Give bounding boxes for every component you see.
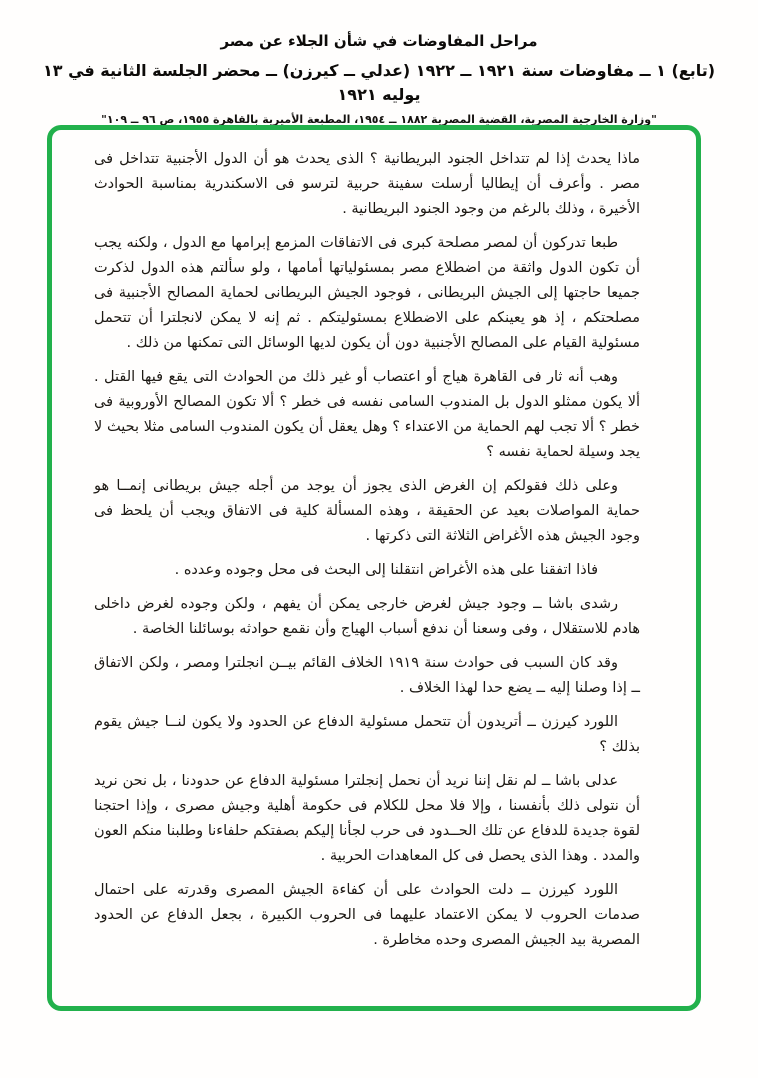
paragraph: طبعا تدركون أن لمصر مصلحة كبرى فى الاتفاقات المزمع إبرامها مع الدول ، ولكنه يجب أن تكون الدول واثقة من اضطلاع مصر بمسئولياتها أمامها ، ولو سألتم هذه الدول لذكرت جميعا حاجتها إلى الجيش البريطانى ، فوجود الجيش البريطانى لحماية المصالح الأجنبية فى مصلحتكم ، إذ هو يعينكم على الاضطلاع بمسئوليتكم . ثم إنه لا يمكن لانجلترا أن تتحمل مسئولية القيام على المصالح الأجنبية دون أن يكون لديها الوسائل التى تمكنها من ذلك . <box>94 235 640 351</box>
paragraph: وقد كان السبب فى حوادث سنة ١٩١٩ الخلاف القائم بيــن انجلترا ومصر ، ولكن الاتفاق ــ إذا وصلنا إليه ــ يضع حدا لهذا الخلاف . <box>94 655 640 696</box>
document-body <box>94 147 640 953</box>
source-citation: "وزارة الخارجية المصرية، القضية المصرية ١٨٨٢ ــ ١٩٥٤، المطبعة الأميرية بالقاهرة ١٩٥٥، ص ٩٦ ــ ١٠٩" <box>101 112 657 126</box>
document-header <box>24 30 734 126</box>
paragraph: وعلى ذلك فقولكم إن الغرض الذى يجوز أن يوجد من أجله جيش بريطانى إنمــا هو حماية المواصلات بعيد عن الحقيقة ، وهذه المسألة كلية فى الاتفاق ويجب أن يلحظ فى وجود الجيش هذه الأغراض الثلاثة التى ذكرتها . <box>94 478 640 544</box>
highlight-border-box <box>47 125 701 1011</box>
paragraph-lord-curzon: اللورد كيرزن ــ دلت الحوادث على أن كفاءة الجيش المصرى وقدرته على احتمال صدمات الحروب لا يمكن الاعتماد عليهما فى الحروب الكبيرة ، بجعل الدفاع عن الحدود المصرية بيد الجيش المصرى وحده مخاطرة . <box>94 882 640 948</box>
paragraph-lord-curzon: اللورد كيرزن ــ أتريدون أن تتحمل مسئولية الدفاع عن الحدود ولا يكون لنــا جيش يقوم بذلك ؟ <box>94 714 640 755</box>
paragraph-rushdi-pasha: رشدى باشا ــ وجود جيش لغرض خارجى يمكن أن يفهم ، ولكن وجوده لغرض داخلى هادم للاستقلال ، وفى وسعنا أن ندفع أسباب الهياج وأن نقمع حوادثه بوسائلنا الخاصة . <box>94 596 640 637</box>
paragraph: وهب أنه ثار فى القاهرة هياج أو اعتصاب أو غير ذلك من الحوادث التى يقع فيها القتل . ألا يكون ممثلو الدول بل المندوب السامى نفسه فى خطر ؟ ألا تكون المصالح الأوروبية فى خطر ؟ ألا تجب لهم الحماية من الاعتداء ؟ وهل يعقل أن يكون المندوب السامى مثلا بحيث لا يجد وسيلة لحماية نفسه ؟ <box>94 369 640 460</box>
paragraph: ماذا يحدث إذا لم تتداخل الجنود البريطانية ؟ الذى يحدث هو أن الدول الأجنبية تتداخل فى مصر . وأعرف أن إيطاليا أرسلت سفينة حربية لترسو فى الاسكندرية بمناسبة الحوادث الأخيرة ، وذلك بالرغم من وجود الجنود البريطانية . <box>94 151 640 217</box>
page-title: مراحل المفاوضات في شأن الجلاء عن مصر <box>220 32 538 50</box>
page-subtitle: (تابع) ١ ــ مفاوضات سنة ١٩٢١ ــ ١٩٢٢ (عدلي ــ كيرزن) ــ محضر الجلسة الثانية في ١٣ يوليه ١٩٢١ <box>42 60 716 104</box>
paragraph: فاذا اتفقنا على هذه الأغراض انتقلنا إلى البحث فى محل وجوده وعدده . <box>174 562 598 578</box>
paragraph-adli-pasha: عدلى باشا ــ لم نقل إننا نريد أن نحمل إنجلترا مسئولية الدفاع عن حدودنا ، بل نحن نريد أن نتولى ذلك بأنفسنا ، وإلا فلا محل للكلام فى حكومة أهلية وجيش مصرى ، وإذا احتجنا لقوة جديدة للدفاع عن تلك الحــدود فى حرب لجأنا إليكم بصفتكم حلفاءنا وطلبنا منكم العون والمدد . وهذا الذى يحصل فى كل المعاهدات الحربية . <box>94 773 640 864</box>
